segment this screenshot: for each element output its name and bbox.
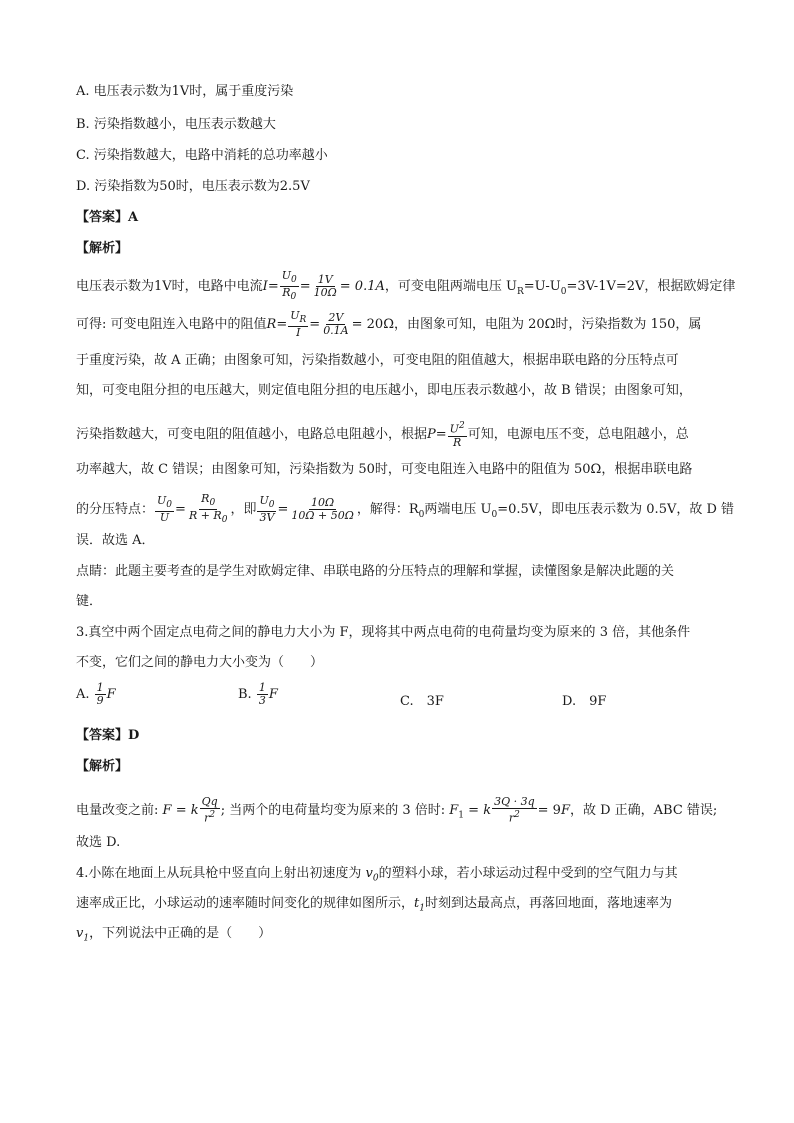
q2-answer: 【答案】A — [76, 210, 139, 225]
q3-option-d: D. 9F — [562, 694, 607, 709]
q3-stem-line-1: 3.真空中两个固定点电荷之间的静电力大小为 F，现将其中两点电荷的电荷量均变为原来的 3 倍，其他条件 — [76, 625, 691, 640]
q3-stem-line-2: 不变，它们之间的静电力大小变为（ ） — [76, 655, 324, 670]
q3-option-a: A. $\frac{1}{9}$ F — [76, 681, 116, 707]
q2-analysis-line-2: 可得: 可变电阻连入电路中的阻值R= $\frac{U_R}{I}$ = $\frac{2V}{0.1A}$ = 20Ω，由图象可知，电阻为 20Ω时，污染指数为 150，属 — [76, 309, 702, 340]
q2-option-b: B. 污染指数越小，电压表示数越大 — [76, 117, 276, 132]
q2-comment-line-2: 键． — [76, 594, 103, 609]
q3-analysis-line-2: 故选 D. — [76, 835, 121, 850]
q2-analysis-line-7: 的分压特点： $\frac{U_0}{U}$ = $\frac{R_0}{R + R_0}$ ，即 $\frac{U_0}{3V}$ = $\frac{10\Omega}{10\Omega + 50\Omega}$ ，解得：$R_0$两端电压 $U_0=0.5V$，即电压表示数为 0.5V，故 D 错 — [76, 492, 735, 526]
q2-analysis-line-5: 污染指数越大，可变电阻的阻值越小，电路总电阻越小，根据P= $\frac{U^2}{R}$ 可知，电源电压不变，总电阻越小，总 — [76, 421, 689, 449]
q2-option-d: D. 污染指数为50时，电压表示数为2.5V — [76, 179, 310, 194]
q4-stem-line-2: 速率成正比，小球运动的速率随时间变化的规律如图所示，$t_1$时刻到达最高点，再落回地面，落地速率为 — [76, 896, 672, 914]
q4-stem-line-1: 4.小陈在地面上从玩具枪中竖直向上射出初速度为 $v_0$的塑料小球，若小球运动过程中受到的空气阻力与其 — [76, 866, 678, 884]
q4-stem-line-3: $v_1$，下列说法中正确的是（ ） — [76, 926, 272, 944]
q3-answer: 【答案】D — [76, 728, 140, 743]
q2-analysis-line-4: 知，可变电阻分担的电压越大，则定值电阻分担的电压越小，即电压表示数越小，故 B 错误；由图象可知， — [76, 383, 692, 398]
q3-option-c: C. 3F — [400, 694, 444, 709]
q2-option-c: C. 污染指数越大，电路中消耗的总功率越小 — [76, 148, 328, 163]
q2-comment-line-1: 点睛：此题主要考查的是学生对欧姆定律、串联电路的分压特点的理解和掌握，读懂图象是解决此题的关 — [76, 564, 675, 579]
q2-analysis-line-1: 电压表示数为1V时，电路中电流I= $\frac{U_0}{R_0}$ = $\frac{1V}{10\Omega}$ = 0.1A，可变电阻两端电压 $U_R=U-U_0=3V-1V=2V$，根据欧姆定律 — [76, 269, 736, 303]
q2-analysis-line-3: 于重度污染，故 A 正确；由图象可知，污染指数越小，可变电阻的阻值越大，根据串联电路的分压特点可 — [76, 353, 679, 368]
q2-option-a: A. 电压表示数为1V时，属于重度污染 — [76, 84, 294, 99]
q3-analysis-label: 【解析】 — [76, 759, 129, 774]
q2-analysis-line-6: 功率越大，故 C 错误；由图象可知，污染指数为 50时，可变电阻连入电路中的阻值为 50Ω，根据串联电路 — [76, 462, 693, 477]
q2-analysis-line-8: 误．故选 A． — [76, 533, 155, 548]
q3-option-b: B. $\frac{1}{3}$ F — [238, 681, 278, 707]
q3-analysis-line-1: 电量改变之前: F = k $\frac{Qq}{r^2}$ ; 当两个的电荷量均变为原来的 3 倍时: $F_1 = k$ $\frac{3Q \cdot 3q}{r^2}$ = 9F，故 D 正确，ABC 错误; — [76, 795, 718, 825]
q2-analysis-label: 【解析】 — [76, 241, 129, 256]
